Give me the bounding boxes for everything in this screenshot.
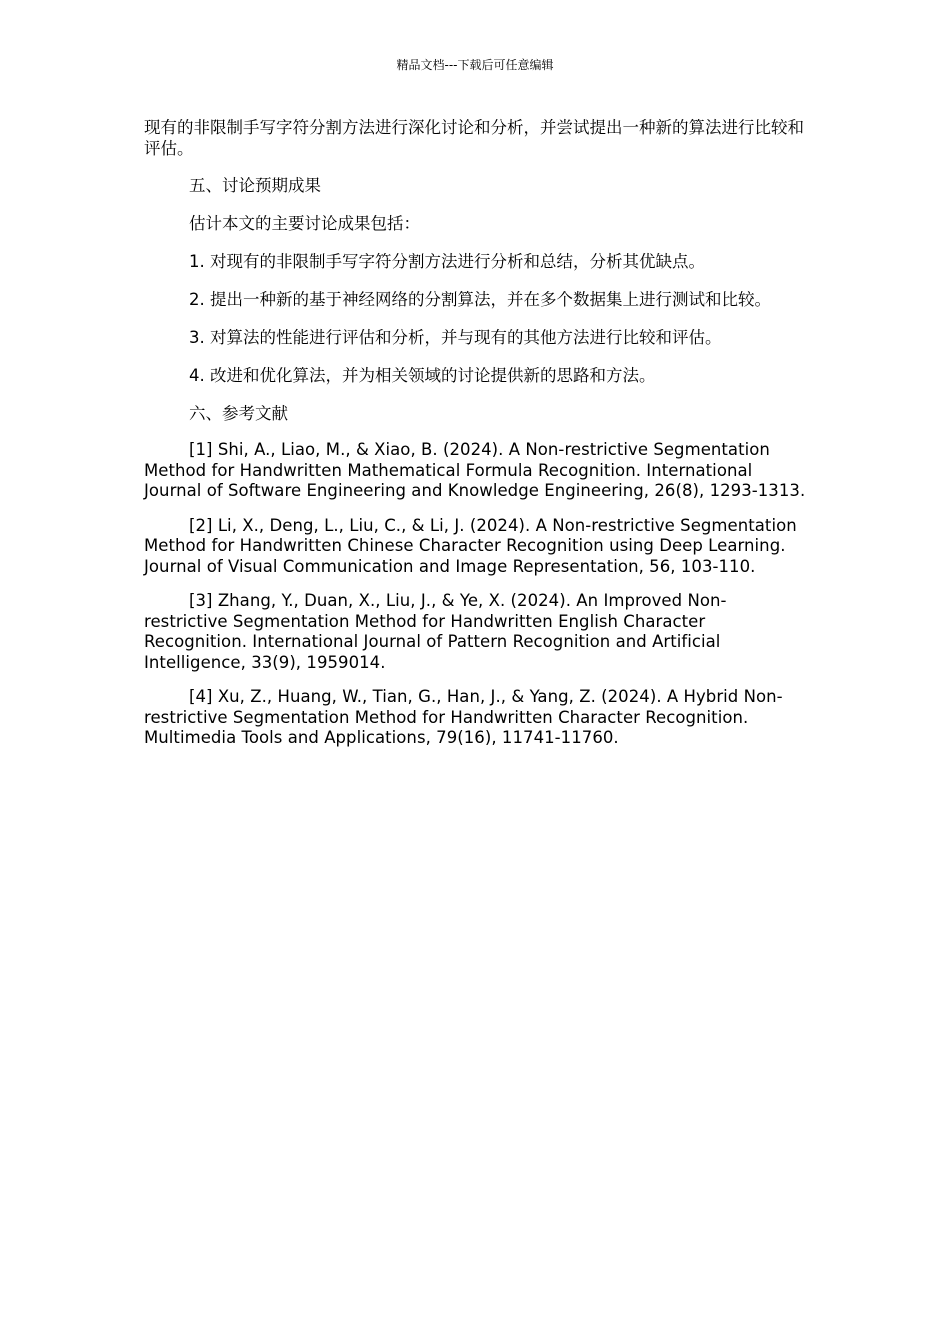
- outcome-item-2: 2. 提出一种新的基于神经网络的分割算法，并在多个数据集上进行测试和比较。: [189, 290, 771, 309]
- reference-item-4: [4] Xu, Z., Huang, W., Tian, G., Han, J., & Yang, Z. (2024). A Hybrid Non-restrictive Segmentation Method for Handwritten Character Recognition. Multimedia Tools and Applications, 79(16), 11741-11760.: [144, 687, 783, 747]
- section-6-heading: 六、参考文献: [189, 404, 288, 423]
- section-5-intro: 估计本文的主要讨论成果包括：: [189, 214, 420, 233]
- document-body: [144, 117, 809, 763]
- page-header: 精品文档---下载后可任意编辑: [396, 58, 554, 72]
- reference-item-1: [1] Shi, A., Liao, M., & Xiao, B. (2024). A Non-restrictive Segmentation Method for Handwritten Mathematical Formula Recognition. International Journal of Software Engineering and Knowledge Engineering, 26(8), 1293-1313.: [144, 440, 806, 500]
- outcome-item-4: 4. 改进和优化算法，并为相关领域的讨论提供新的思路和方法。: [189, 366, 656, 385]
- section-5-heading: 五、讨论预期成果: [189, 176, 321, 195]
- reference-list: [144, 440, 809, 749]
- outcome-item-3: 3. 对算法的性能进行评估和分析，并与现有的其他方法进行比较和评估。: [189, 328, 722, 347]
- reference-item-3: [3] Zhang, Y., Duan, X., Liu, J., & Ye, X. (2024). An Improved Non-restrictive Segmentation Method for Handwritten English Character Recognition. International Journal of Pattern Recognition and Artificial Intelligence, 33(9), 1959014.: [144, 591, 727, 672]
- reference-item-2: [2] Li, X., Deng, L., Liu, C., & Li, J. (2024). A Non-restrictive Segmentation Method for Handwritten Chinese Character Recognition using Deep Learning. Journal of Visual Communication and Image Representation, 56, 103-110.: [144, 515, 797, 576]
- intro-continuation-paragraph: 现有的非限制手写字符分割方法进行深化讨论和分析，并尝试提出一种新的算法进行比较和评估。: [144, 118, 804, 158]
- outcome-item-1: 1. 对现有的非限制手写字符分割方法进行分析和总结，分析其优缺点。: [189, 252, 705, 271]
